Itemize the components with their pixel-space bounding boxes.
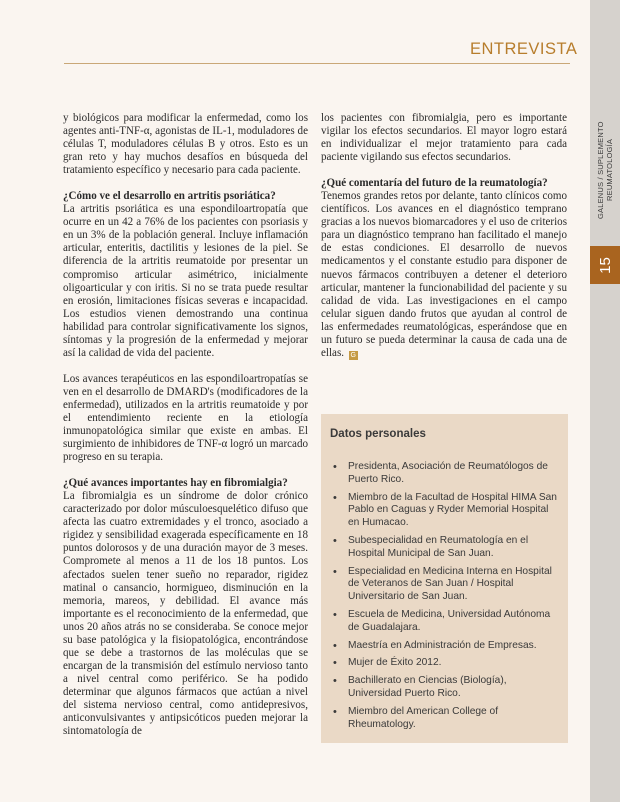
header-divider — [64, 63, 570, 64]
list-item: • Subespecialidad en Reumatología en el Hospital Municipal de San Juan. — [333, 535, 559, 561]
box-title: Datos personales — [330, 428, 426, 440]
question-heading: ¿Cómo ve el desarrollo en artritis psoriática? — [63, 190, 276, 203]
personal-data-box — [321, 414, 568, 743]
list-item: • Miembro del American College of Rheumatology. — [333, 706, 559, 732]
paragraph: y biológicos para modificar la enfermedad, como los agentes anti-TNF-α, agonistas de IL-1, moduladores de células T, moduladores células B y otros. Esto es un gran reto y hay muchos desafíos en búsqueda del tratamiento específico y necesario para cada paciente. — [63, 112, 308, 177]
question-heading: ¿Qué comentaría del futuro de la reumatología? — [321, 177, 548, 190]
answer-paragraph: La fibromialgia es un síndrome de dolor crónico caracterizado por dolor músculoesquelético difuso que afecta las cuatro extremidades y el tronco, asociado a rigidez y sensibilidad exagerada específicamente en 18 puntos dolorosos y de una duración mayor de 3 meses. Compromete al menos a 11 de los 18 puntos. Los afectados suelen tener sueño no reparador, rigidez matinal o cansancio, hormigueo, disminución en la memoria, mareos, y debilidad. El avance más importante es el reconocimiento de la enfermedad, que unos 20 años atrás no se consideraba. Se conoce mejor su base patológica y la fisiopatológica, encontrándose que se debe a trastornos de las moléculas que se encargan de la transmisión del estímulo nervioso tanto a nivel central como periférico. Se ha podido determinar que algunos fármacos que actúan a nivel del sistema nervioso central, como antidepresivos, anticonvulsivantes y antipsicóticos pueden mejorar la sintomatología de — [63, 490, 308, 738]
page-number: 15 — [596, 256, 614, 274]
left-column — [63, 112, 308, 738]
right-column — [321, 112, 567, 360]
end-of-article-icon: G — [350, 351, 356, 359]
section-title: ENTREVISTA — [470, 40, 578, 58]
answer-text: Tenemos grandes retos por delante, tanto clínicos como científicos. Los avances en el diagnóstico temprano gracias a los nuevos biomarcadores y el uso de criterios para un diagnóstico temprano han facilitado el manejo de estas condiciones. El desarrollo de nuevos medicamentos y el constante estudio para disponer de nuevos fármacos contribuyen a detener el deterioro articular, mantener la funcionabilidad del paciente y su calidad de vida. Las investigaciones en el campo celular siguen dando frutos que ayudan al control de las enfermedades reumatológicas, esperándose que en un futuro se pueda determinar la causa de cada una de ellas. — [321, 190, 567, 359]
publication-name: GALENUS / SUPLEMENTO REUMATOLOGÍA — [596, 121, 614, 219]
list-item: • Escuela de Medicina, Universidad Autónoma de Guadalajara. — [333, 609, 559, 635]
list-item: • Miembro de la Facultad de Hospital HIMA San Pablo en Caguas y Ryder Memorial Hospital en Humacao. — [333, 492, 559, 530]
page-number-tab — [590, 246, 620, 284]
personal-data-list — [333, 461, 559, 736]
answer-paragraph — [321, 190, 567, 360]
answer-paragraph: La artritis psoriática es una espondiloartropatía que ocurre en un 42 a 76% de los pacientes con psoriasis y en un 3% de la población general. Incluye inflamación articular, enteritis, dactilitis y lesiones de la piel. Se diferencia de la artritis reumatoide por presentar un compromiso articular asimétrico, inicialmente oligoarticular y con iritis. Si no se trata puede resultar en erosión, limitaciones físicas severas e incapacidad. Los estudios vienen demostrando una continua habilidad para controlar significativamente los signos, síntomas y la progresión de la enfermedad y mejorar así la calidad de vida del paciente. — [63, 203, 308, 359]
answer-paragraph: Los avances terapéuticos en las espondiloartropatías se ven en el desarrollo de DMARD's (modificadores de la enfermedad), utilizados en la artritis reumatoide y por el entendimiento reciente en la etiología inmunopatológica similar que existe en ambas. El surgimiento de inhibidores de TNF-α logró un marcado progreso en su terapia. — [63, 372, 308, 464]
list-item: • Presidenta, Asociación de Reumatólogos de Puerto Rico. — [333, 461, 559, 487]
list-item: • Maestría en Administración de Empresas. — [333, 640, 559, 653]
list-item: • Especialidad en Medicina Interna en Hospital de Veteranos de San Juan / Hospital Universitario de San Juan. — [333, 566, 559, 604]
list-item: • Bachillerato en Ciencias (Biología), Universidad Puerto Rico. — [333, 675, 559, 701]
paragraph: los pacientes con fibromialgia, pero es importante vigilar los efectos secundarios. El mayor logro estará en individualizar el mejor tratamiento para cada paciente vigilando sus efectos secundarios. — [321, 112, 567, 164]
list-item: • Mujer de Éxito 2012. — [333, 657, 559, 670]
question-heading: ¿Qué avances importantes hay en fibromialgia? — [63, 477, 288, 490]
